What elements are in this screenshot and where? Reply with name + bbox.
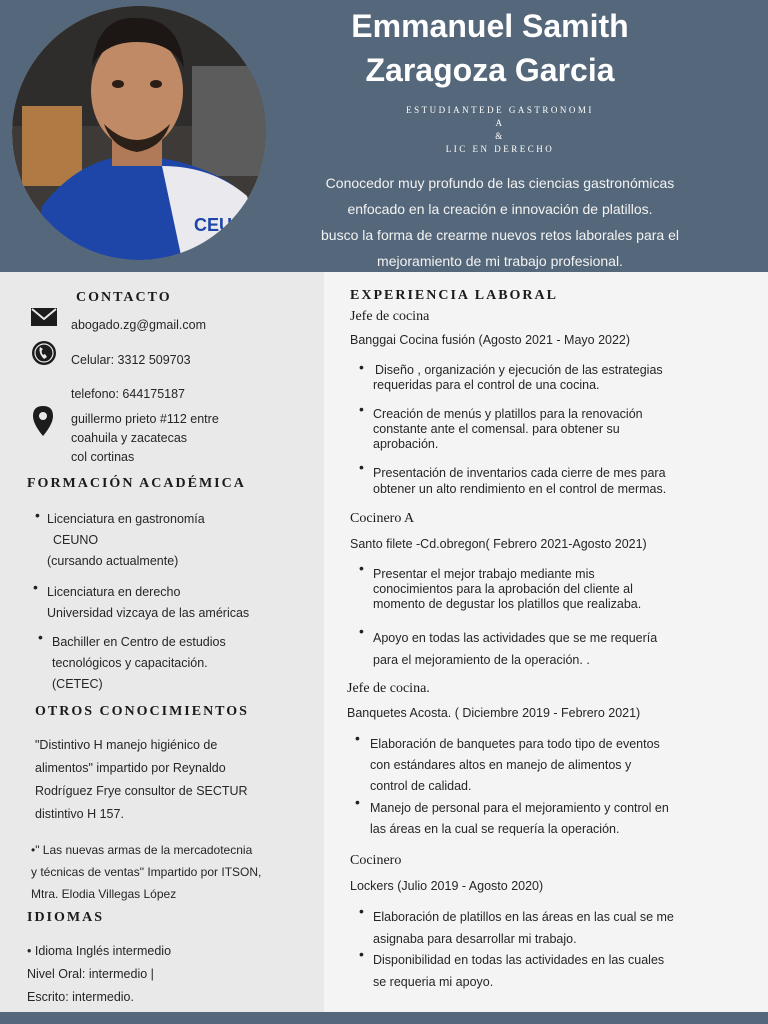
bullet-line: Disponibilidad en todas las actividades en las cuales (373, 953, 665, 967)
knowledge-line: "Distintivo H manejo higiénico de (35, 738, 218, 752)
contact-cell: Celular: 3312 509703 (71, 353, 191, 367)
job-bullet (373, 363, 663, 393)
bullet-line: Creación de menús y platillos para la renovación (373, 407, 643, 421)
summary-line: enfocado en la creación e innovación de platillos. (347, 201, 653, 217)
education-heading: FORMACIÓN ACADÉMICA (27, 476, 246, 491)
bullet: • (359, 946, 364, 962)
language-line: • Idioma Inglés intermedio (27, 944, 172, 958)
bullet: • (38, 629, 43, 645)
languages-heading: IDIOMAS (27, 910, 105, 925)
bullet-line: constante ante el comensal. para obtener su (373, 422, 620, 436)
education-line: tecnológicos y capacitación. (52, 656, 208, 670)
bullet: • (359, 623, 364, 639)
bullet-line: momento de degustar los platillos que realizaba. (373, 597, 642, 611)
job-bullet (373, 567, 641, 612)
education-item (52, 632, 226, 695)
bullet-line: Elaboración de banquetes para todo tipo de eventos (370, 737, 660, 751)
job-subtitle (380, 104, 620, 156)
knowledge-line: •" Las nuevas armas de la mercadotecnia (31, 843, 253, 857)
languages-list (27, 940, 171, 1009)
subtitle-line: A (495, 118, 505, 128)
address-line: col cortinas (71, 450, 135, 464)
education-line: Licenciatura en derecho (47, 585, 181, 599)
contact-heading: CONTACTO (76, 290, 172, 305)
header-banner (0, 0, 768, 272)
bullet-line: con estándares altos en manejo de alimentos y (370, 758, 632, 772)
bullet-line: aprobación. (373, 437, 439, 451)
address-line: coahuila y zacatecas (71, 431, 188, 445)
knowledge-line: distintivo H 157. (35, 807, 124, 821)
education-line: Licenciatura en gastronomía (47, 512, 205, 526)
job-place: Lockers (Julio 2019 - Agosto 2020) (350, 879, 544, 893)
bullet-line: Manejo de personal para el mejoramiento y control en (370, 801, 669, 815)
contact-address (71, 410, 219, 467)
bullet: • (355, 794, 360, 810)
bullet: • (359, 459, 364, 475)
education-item (47, 582, 249, 624)
bullet: • (35, 507, 40, 523)
job-place: Banggai Cocina fusión (Agosto 2021 - Mayo 2022) (350, 333, 631, 347)
bullet-line: se requeria mi apoyo. (373, 975, 494, 989)
name-line: Zaragoza Garcia (365, 52, 615, 88)
bullet-line: control de calidad. (370, 779, 472, 793)
job-bullet (370, 798, 669, 840)
job-bullet (373, 407, 643, 452)
job-place: Santo filete -Cd.obregon( Febrero 2021-Agosto 2021) (350, 537, 647, 551)
summary-line: mejoramiento de mi trabajo profesional. (377, 253, 623, 269)
bullet-line: requeridas para el control de una cocina. (373, 378, 600, 392)
job-title: Jefe de cocina (350, 309, 430, 324)
bullet: • (33, 579, 38, 595)
education-line: Bachiller en Centro de estudios (52, 635, 226, 649)
full-name (320, 4, 660, 92)
knowledge-item (35, 734, 248, 826)
education-line: Universidad vizcaya de las américas (47, 606, 250, 620)
bullet-line: Presentación de inventarios cada cierre de mes para (373, 466, 666, 480)
knowledge-item (31, 839, 261, 905)
summary-line: busco la forma de crearme nuevos retos laborales para el (321, 227, 679, 243)
profile-summary (296, 170, 704, 274)
education-line: (cursando actualmente) (47, 554, 179, 568)
job-bullet (373, 906, 674, 950)
bullet-line: obtener un alto rendimiento en el control de mermas. (373, 482, 667, 496)
bullet: • (359, 359, 364, 375)
knowledge-line: Rodríguez Frye consultor de SECTUR (35, 784, 248, 798)
education-line: CEUNO (53, 533, 99, 547)
bullet: • (355, 730, 360, 746)
bullet-line: Elaboración de platillos en las áreas en las cual se me (373, 910, 674, 924)
bullet-line: para el mejoramiento de la operación. . (373, 653, 590, 667)
education-line: (CETEC) (52, 677, 103, 691)
summary-line: Conocedor muy profundo de las ciencias gastronómicas (325, 175, 675, 191)
language-line: Nivel Oral: intermedio | (27, 967, 154, 981)
photo-badge-text: CEUN (194, 215, 246, 235)
bullet-line: las áreas en la cual se requería la operación. (370, 822, 620, 836)
job-bullet (370, 734, 660, 797)
language-line: Escrito: intermedio. (27, 990, 134, 1004)
subtitle-line: ESTUDIANTEDE GASTRONOMI (406, 105, 594, 115)
bullet: • (359, 560, 364, 576)
knowledge-line: alimentos" impartido por Reynaldo (35, 761, 226, 775)
bullet: • (359, 903, 364, 919)
subtitle-line: LIC EN DERECHO (445, 144, 555, 154)
job-bullet (373, 465, 666, 497)
phone-icon (31, 340, 57, 366)
footer-bar (0, 1012, 768, 1024)
job-place: Banquetes Acosta. ( Diciembre 2019 - Febrero 2021) (347, 706, 641, 720)
job-title: Cocinero A (350, 511, 415, 526)
contact-email[interactable]: abogado.zg@gmail.com (71, 318, 206, 332)
experience-heading: EXPERIENCIA LABORAL (350, 288, 558, 303)
profile-photo (12, 6, 266, 260)
job-bullet (373, 627, 657, 671)
bullet-line: Presentar el mejor trabajo mediante mis (373, 567, 595, 581)
profile-photo-illustration (12, 6, 266, 260)
bullet-line: Apoyo en todas las actividades que se me requería (373, 631, 658, 645)
bullet: • (359, 401, 364, 417)
knowledge-line: y técnicas de ventas" Impartido por ITSON, (31, 865, 262, 879)
education-item (47, 509, 205, 572)
bullet-line: asignaba para desarrollar mi trabajo. (373, 932, 577, 946)
bullet-line: Diseño , organización y ejecución de las estrategias (375, 363, 663, 377)
bullet-line: conocimientos para la aprobación del cliente al (373, 582, 633, 596)
knowledge-heading: OTROS CONOCIMIENTOS (35, 704, 249, 719)
envelope-icon (31, 308, 57, 326)
job-title: Cocinero (350, 853, 402, 868)
subtitle-line: & (495, 131, 505, 141)
job-title: Jefe de cocina. (347, 681, 430, 696)
knowledge-line: Mtra. Elodia Villegas López (31, 887, 177, 901)
address-line: guillermo prieto #112 entre (71, 412, 219, 426)
job-bullet (373, 949, 664, 993)
contact-phone: telefono: 644175187 (71, 387, 185, 401)
name-line: Emmanuel Samith (351, 8, 629, 44)
location-pin-icon (33, 406, 53, 436)
